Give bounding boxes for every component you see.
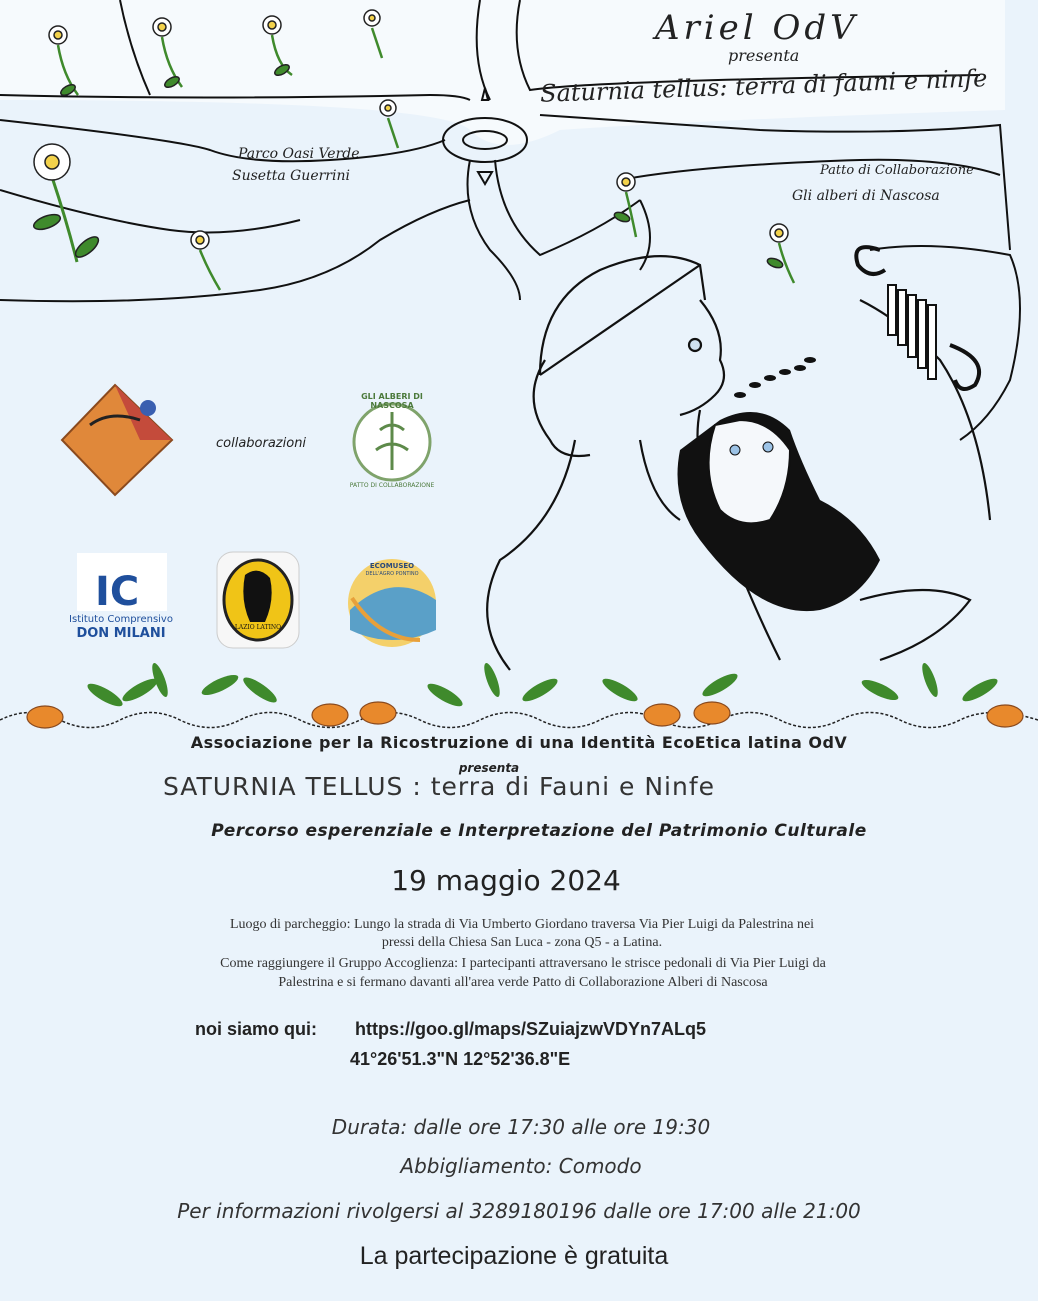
- pact-label-line1: Patto di Collaborazione: [820, 163, 974, 178]
- parking-line1: Luogo di parcheggio: Lungo la strada di Via Umberto Giordano traversa Via Pier Luigi da Palestrina nei: [229, 917, 815, 932]
- nascosa-logo-bottom: PATTO DI COLLABORAZIONE: [349, 482, 435, 489]
- presenta-label: presenta: [458, 761, 520, 775]
- meeting-line1: Come raggiungere il Gruppo Accoglienza: I partecipanti attraversano le strisce pedonali di Via Pier Luigi da: [220, 956, 826, 971]
- event-subtitle: Percorso esperenziale e Interpretazione del Patrimonio Culturale: [211, 821, 867, 841]
- event-date: 19 maggio 2024: [391, 864, 621, 897]
- school-logo-line1: Istituto Comprensivo: [69, 614, 173, 625]
- parking-line2: pressi della Chiesa San Luca - zona Q5 - a Latina.: [381, 935, 663, 950]
- lazio-latino-logo: LAZIO LATINO: [234, 624, 282, 631]
- duration: Durata: dalle ore 17:30 alle ore 19:30: [331, 1115, 711, 1139]
- presenta-header: presenta: [728, 46, 800, 65]
- info-contact: Per informazioni rivolgersi al 3289180196 dalle ore 17:00 alle 21:00: [177, 1199, 861, 1223]
- event-title: SATURNIA TELLUS : terra di Fauni e Ninfe: [162, 772, 716, 801]
- location-label: noi siamo qui:: [195, 1019, 318, 1039]
- pact-label-line2: Gli alberi di Nascosa: [792, 188, 940, 204]
- coordinates: 41°26'51.3"N 12°52'36.8"E: [350, 1049, 571, 1069]
- park-label-line1: Parco Oasi Verde: [238, 146, 360, 162]
- nascosa-logo-ring: GLI ALBERI DI NASCOSA: [361, 392, 423, 410]
- clothing: Abbigliamento: Comodo: [400, 1154, 642, 1178]
- location-link[interactable]: https://goo.gl/maps/SZuiajzwVDYn7ALq5: [355, 1019, 707, 1039]
- svg-text:IC: IC: [95, 569, 140, 615]
- collaborazioni-label: collaborazioni: [216, 436, 307, 451]
- organizer-name: Ariel OdV: [655, 8, 859, 48]
- ecomuseo-logo-line2: DELL'AGRO PONTINO: [365, 571, 419, 577]
- free-participation: La partecipazione è gratuita: [359, 1242, 669, 1270]
- ecomuseo-logo-line1: ECOMUSEO: [369, 562, 415, 570]
- association-name: Associazione per la Ricostruzione di una Identità EcoEtica latina OdV: [190, 733, 848, 752]
- school-logo-line2: DON MILANI: [76, 626, 166, 641]
- handwritten-title: Saturnia tellus: terra di fauni e ninfe: [539, 64, 988, 108]
- meeting-line2: Palestrina e si fermano davanti all'area verde Patto di Collaborazione Alberi di Nascosa: [278, 975, 768, 990]
- park-label-line2: Susetta Guerrini: [232, 168, 350, 184]
